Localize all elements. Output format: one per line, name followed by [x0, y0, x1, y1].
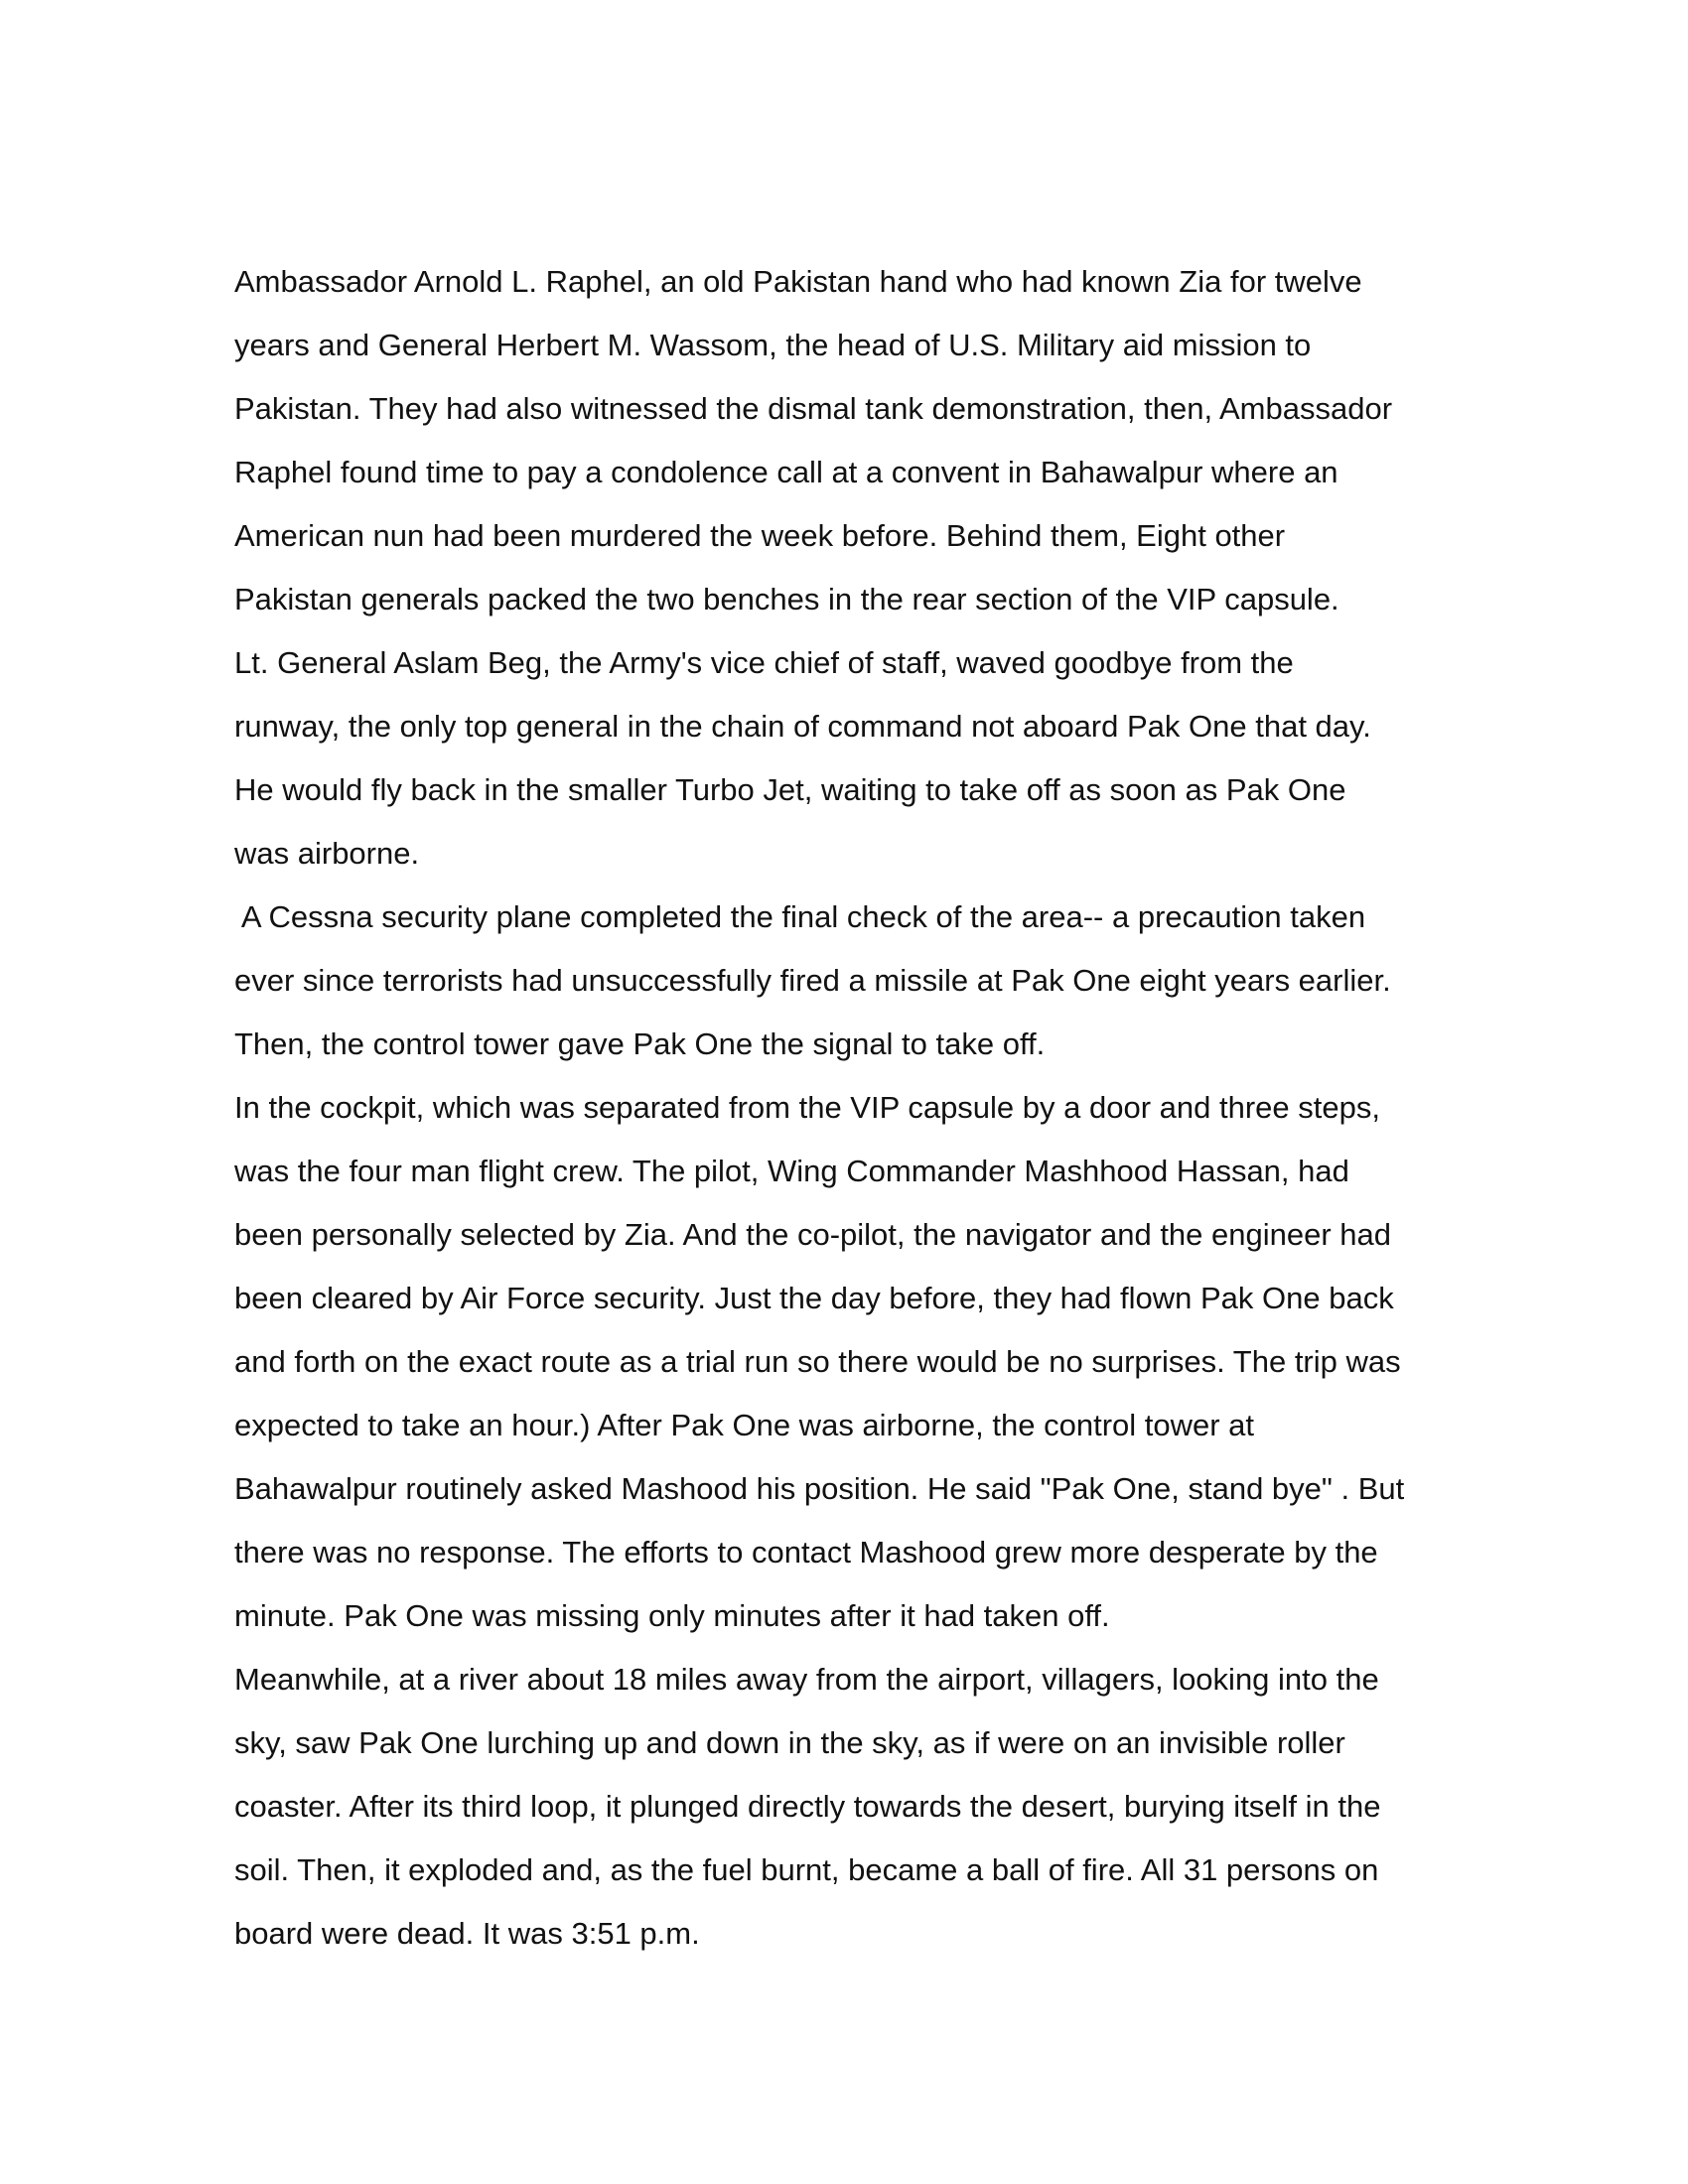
text-line: A Cessna security plane completed the final check of the area-- a precaution taken	[234, 899, 1366, 934]
text-line: coaster. After its third loop, it plunged directly towards the desert, burying itself in the	[234, 1789, 1381, 1824]
text-line: been cleared by Air Force security. Just the day before, they had flown Pak One back	[234, 1281, 1394, 1315]
text-line: Ambassador Arnold L. Raphel, an old Pakistan hand who had known Zia for twelve	[234, 264, 1362, 299]
text-line: ever since terrorists had unsuccessfully fired a missile at Pak One eight years earlier.	[234, 963, 1391, 998]
text-line: board were dead. It was 3:51 p.m.	[234, 1916, 700, 1951]
text-line: was airborne.	[234, 836, 420, 871]
text-line: there was no response. The efforts to contact Mashood grew more desperate by the	[234, 1535, 1378, 1570]
text-line: was the four man flight crew. The pilot, Wing Commander Mashhood Hassan, had	[234, 1154, 1349, 1188]
text-line: Pakistan. They had also witnessed the dismal tank demonstration, then, Ambassador	[234, 391, 1393, 426]
text-line: years and General Herbert M. Wassom, the head of U.S. Military aid mission to	[234, 328, 1312, 362]
text-line: runway, the only top general in the chain of command not aboard Pak One that day.	[234, 709, 1371, 744]
text-line: Raphel found time to pay a condolence call at a convent in Bahawalpur where an	[234, 455, 1338, 489]
text-line: He would fly back in the smaller Turbo Jet, waiting to take off as soon as Pak One	[234, 772, 1346, 807]
text-line: Bahawalpur routinely asked Mashood his position. He said "Pak One, stand bye" . But	[234, 1471, 1405, 1506]
text-line: soil. Then, it exploded and, as the fuel burnt, became a ball of fire. All 31 persons on	[234, 1852, 1379, 1887]
text-line: Then, the control tower gave Pak One the signal to take off.	[234, 1026, 1046, 1061]
body-text	[234, 250, 1565, 1966]
text-line: expected to take an hour.) After Pak One was airborne, the control tower at	[234, 1408, 1255, 1442]
text-line: and forth on the exact route as a trial run so there would be no surprises. The trip was	[234, 1344, 1401, 1379]
text-line: American nun had been murdered the week before. Behind them, Eight other	[234, 518, 1286, 553]
text-line: In the cockpit, which was separated from the VIP capsule by a door and three steps,	[234, 1090, 1380, 1125]
text-line: sky, saw Pak One lurching up and down in the sky, as if were on an invisible roller	[234, 1725, 1345, 1760]
text-line: minute. Pak One was missing only minutes after it had taken off.	[234, 1598, 1110, 1633]
text-line: Meanwhile, at a river about 18 miles away from the airport, villagers, looking into the	[234, 1662, 1379, 1697]
text-line: Lt. General Aslam Beg, the Army's vice chief of staff, waved goodbye from the	[234, 645, 1294, 680]
text-line: Pakistan generals packed the two benches in the rear section of the VIP capsule.	[234, 582, 1339, 616]
text-line: been personally selected by Zia. And the co-pilot, the navigator and the engineer had	[234, 1217, 1392, 1252]
